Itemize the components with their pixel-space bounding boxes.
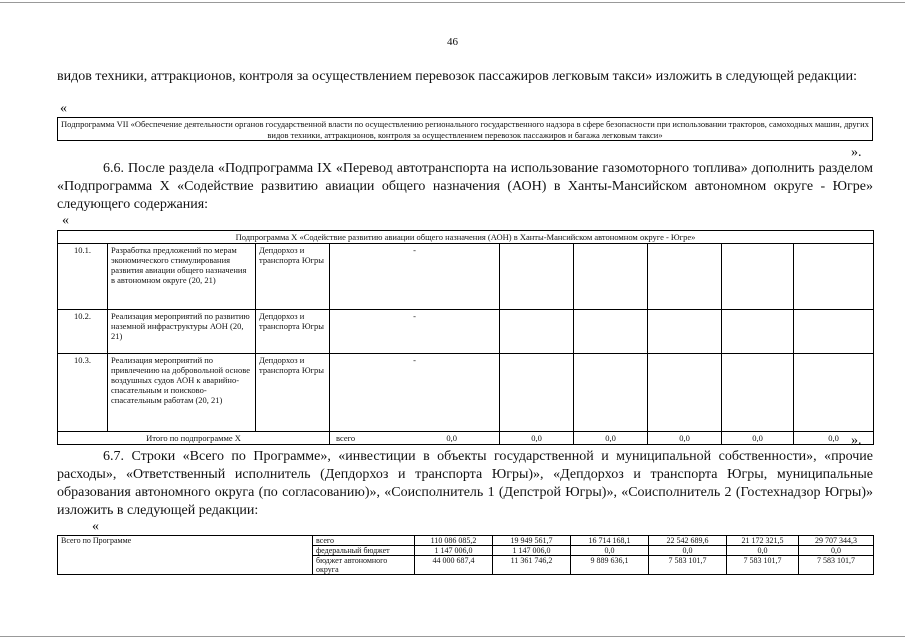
paragraph-6-7: 6.7. Строки «Всего по Программе», «инвестиции в объекты государственной и муниципальной собственности», «прочие расходы», «Ответственный исполнитель (Депдорхоз и транспорта Югры)», «Депдорхоз и транспорта Югры, муниципальные образования автономного округа (по согласованию)», «Соисполнитель 1 (Депстрой Югры)», «Соисполнитель 2 (Гостехнадзор Югры)» изложить в следующей редакции: [57, 449, 873, 518]
value-cell: 19 949 561,7 [493, 536, 571, 546]
value-cell: 22 542 689,6 [649, 536, 727, 546]
subprogram-7-text: Подпрограмма VII «Обеспечение деятельности органов государственной власти по осуществлению регионального государственного надзора в сфере безопасности при использовании тракторов, самоходных машин, других видов техники, аттракционов, контроля за осуществлением перевозок пассажиров и багажа легковым такси» [61, 119, 869, 140]
empty-cell [648, 354, 722, 432]
value-cell: 0,0 [649, 546, 727, 556]
open-quote-3: « [92, 519, 99, 534]
total-row [58, 432, 874, 445]
total-label: Итого по подпрограмме X [58, 432, 330, 445]
row-executor: Депдорхоз и транспорта Югры [256, 310, 330, 354]
program-total-label: Всего по Программе [58, 536, 313, 575]
row-number: 10.3. [58, 354, 108, 432]
program-total-table [57, 535, 874, 575]
value-cell: 16 714 168,1 [571, 536, 649, 546]
total-type-and-first-value [330, 432, 500, 445]
empty-cell [722, 310, 794, 354]
table-header-row [58, 231, 874, 244]
row-name: Реализация мероприятий по развитию наземной инфраструктуры АОН (20, 21) [108, 310, 256, 354]
table-row [58, 536, 874, 546]
empty-cell [648, 244, 722, 310]
open-quote-1: « [60, 101, 67, 116]
value-cell: 0,0 [571, 546, 649, 556]
row-name: Разработка предложений по мерам экономического стимулирования развития авиации общего назначения в автономном округе (20, 21) [108, 244, 256, 310]
value-cell: 110 086 085,2 [415, 536, 493, 546]
value-cell: 7 583 101,7 [727, 556, 799, 575]
empty-cell [648, 310, 722, 354]
empty-cell [794, 310, 874, 354]
empty-cell [574, 354, 648, 432]
row-number: 10.2. [58, 310, 108, 354]
empty-cell [500, 244, 574, 310]
value-cell: 0,0 [727, 546, 799, 556]
row-dash: - [330, 244, 500, 310]
row-type: федеральный бюджет [313, 546, 415, 556]
total-value: 0,0 [722, 432, 794, 445]
total-value: 0,0 [574, 432, 648, 445]
close-quote-2: ». [851, 433, 862, 448]
value-cell: 9 889 636,1 [571, 556, 649, 575]
bottom-scan-line [0, 636, 905, 637]
row-type: всего [313, 536, 415, 546]
row-dash: - [330, 310, 500, 354]
empty-cell [574, 310, 648, 354]
paragraph-continuation: видов техники, аттракционов, контроля за осуществлением перевозок пассажиров легковым такси» изложить в следующей редакции: [57, 69, 858, 84]
empty-cell [500, 310, 574, 354]
value-cell: 0,0 [799, 546, 874, 556]
total-value: 0,0 [446, 433, 457, 443]
empty-cell [500, 354, 574, 432]
table-row [58, 354, 874, 432]
value-cell: 11 361 746,2 [493, 556, 571, 575]
page-number: 46 [447, 36, 458, 48]
subprogram-10-header: Подпрограмма X «Содействие развитию авиации общего назначения (АОН) в Ханты-Мансийском автономном округе - Югре» [58, 231, 874, 244]
table-row [58, 310, 874, 354]
value-cell: 7 583 101,7 [799, 556, 874, 575]
paragraph-6-6: 6.6. После раздела «Подпрограмма IX «Перевод автотранспорта на использование газомоторного топлива» дополнить разделом «Подпрограмма X «Содействие развитию авиации общего назначения (АОН) в Ханты-Мансийском автономном округе - Югре» следующего содержания: [57, 161, 873, 212]
value-cell: 1 147 006,0 [493, 546, 571, 556]
empty-cell [574, 244, 648, 310]
empty-cell [794, 244, 874, 310]
row-executor: Депдорхоз и транспорта Югры [256, 354, 330, 432]
value-cell: 29 707 344,3 [799, 536, 874, 546]
total-value: 0,0 [500, 432, 574, 445]
subprogram-10-table [57, 230, 874, 445]
row-name: Реализация мероприятий по привлечению на добровольной основе воздушных судов АОН к аварийно-спасательным и поисково-спасательным работам (20, 21) [108, 354, 256, 432]
value-cell: 7 583 101,7 [649, 556, 727, 575]
value-cell: 21 172 321,5 [727, 536, 799, 546]
total-value: 0,0 [648, 432, 722, 445]
close-quote-1: ». [851, 145, 862, 160]
total-type: всего [336, 433, 356, 443]
empty-cell [722, 354, 794, 432]
row-type: бюджет автономного округа [313, 556, 415, 575]
total-value: 0,0 [794, 432, 874, 445]
empty-cell [794, 354, 874, 432]
open-quote-2: « [62, 213, 69, 228]
row-dash: - [330, 354, 500, 432]
table-row [58, 244, 874, 310]
empty-cell [722, 244, 794, 310]
row-executor: Депдорхоз и транспорта Югры [256, 244, 330, 310]
value-cell: 1 147 006,0 [415, 546, 493, 556]
subprogram-7-box [57, 117, 873, 141]
value-cell: 44 000 687,4 [415, 556, 493, 575]
row-number: 10.1. [58, 244, 108, 310]
top-scan-line [0, 2, 905, 3]
